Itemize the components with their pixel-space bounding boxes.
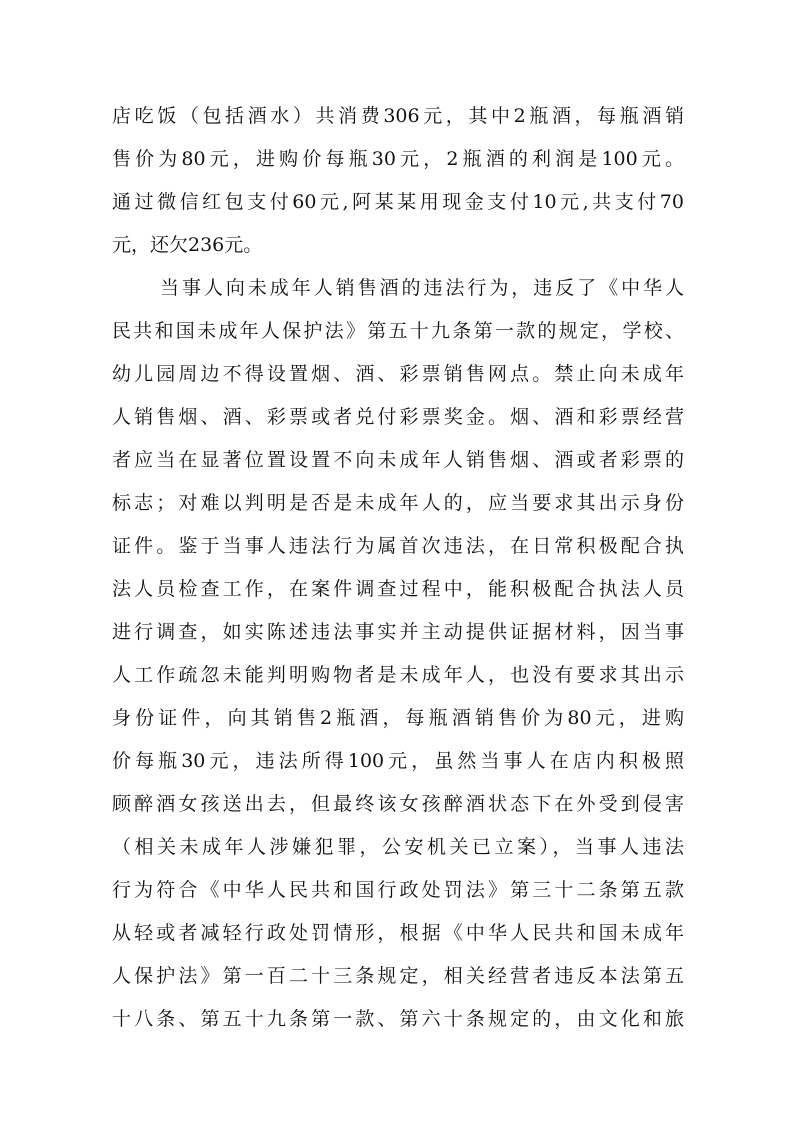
paragraph-line: 民共和国未成年人保护法》第五十九条第一款的规定，学校、 bbox=[112, 320, 684, 342]
paragraph-line: 顾醉酒女孩送出去，但最终该女孩醉酒状态下在外受到侵害 bbox=[112, 793, 684, 815]
paragraph-line: 通过微信红包支付60元,阿某某用现金支付10元,共支付70 bbox=[112, 191, 684, 213]
paragraph-line: 行为符合《中华人民共和国行政处罚法》第三十二条第五款 bbox=[112, 879, 684, 901]
paragraph-line: 标志；对难以判明是否是未成年人的，应当要求其出示身份 bbox=[112, 492, 684, 514]
paragraph-line: 法人员检查工作，在案件调查过程中，能积极配合执法人员 bbox=[112, 578, 684, 600]
paragraph-line: 从轻或者减轻行政处罚情形，根据《中华人民共和国未成年 bbox=[112, 922, 684, 944]
paragraph-line: 店吃饭（包括酒水）共消费306元，其中2瓶酒，每瓶酒销 bbox=[112, 105, 684, 127]
paragraph-line: （相关未成年人涉嫌犯罪，公安机关已立案），当事人违法 bbox=[112, 836, 684, 858]
paragraph-line: 进行调查，如实陈述违法事实并主动提供证据材料，因当事 bbox=[112, 621, 684, 643]
paragraph-line: 价每瓶30元，违法所得100元，虽然当事人在店内积极照 bbox=[112, 750, 684, 772]
paragraph-line: 人工作疏忽未能判明购物者是未成年人，也没有要求其出示 bbox=[112, 664, 684, 686]
paragraph-line: 元，还欠236元。 bbox=[112, 234, 263, 256]
paragraph-first-line: 当事人向未成年人销售酒的违法行为，违反了《中华人 bbox=[160, 277, 684, 299]
paragraph-line: 人销售烟、酒、彩票或者兑付彩票奖金。烟、酒和彩票经营 bbox=[112, 406, 684, 428]
paragraph-line: 者应当在显著位置设置不向未成年人销售烟、酒或者彩票的 bbox=[112, 449, 684, 471]
paragraph-line: 身份证件，向其销售2瓶酒，每瓶酒销售价为80元，进购 bbox=[112, 707, 684, 729]
paragraph-line: 证件。鉴于当事人违法行为属首次违法，在日常积极配合执 bbox=[112, 535, 684, 557]
paragraph-line: 十八条、第五十九条第一款、第六十条规定的，由文化和旅 bbox=[112, 1008, 684, 1030]
paragraph-line: 幼儿园周边不得设置烟、酒、彩票销售网点。禁止向未成年 bbox=[112, 363, 684, 385]
paragraph-line: 人保护法》第一百二十三条规定，相关经营者违反本法第五 bbox=[112, 965, 684, 987]
paragraph-line: 售价为80元，进购价每瓶30元，2瓶酒的利润是100元。 bbox=[112, 148, 684, 170]
